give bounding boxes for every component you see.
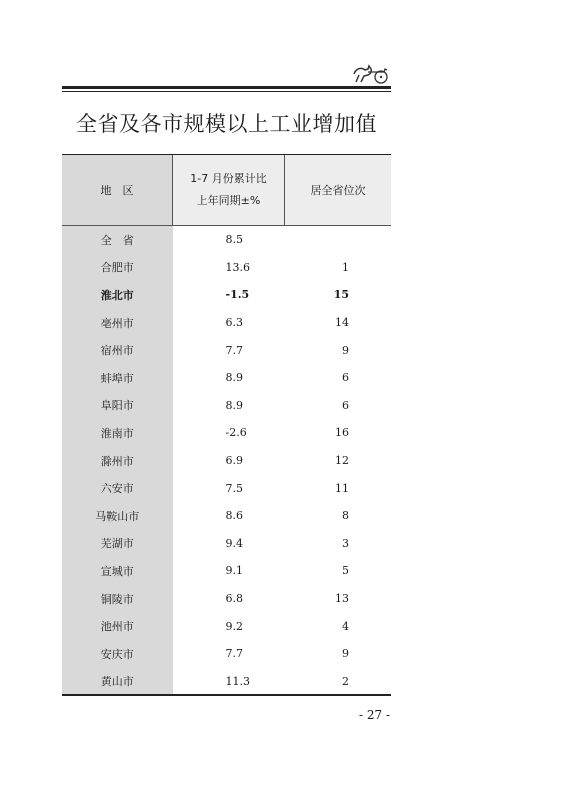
- cell-rank: 14: [335, 316, 349, 330]
- cell-growth: 11.3: [225, 674, 250, 688]
- cell-growth: 7.7: [225, 647, 243, 661]
- cell-rank: 13: [335, 592, 349, 606]
- cell-growth: 6.8: [225, 592, 243, 606]
- cell-region: 铜陵市: [62, 585, 173, 613]
- cell-growth: 13.6: [225, 260, 250, 274]
- cell-rank: 6: [342, 398, 349, 412]
- cell-region: 亳州市: [62, 309, 173, 337]
- cell-growth: 8.5: [225, 233, 243, 247]
- cell-region: 滁州市: [62, 447, 173, 475]
- cell-region: 合肥市: [62, 254, 173, 282]
- cell-growth: 6.3: [225, 316, 243, 330]
- cell-growth: 8.6: [225, 509, 243, 523]
- cell-region: 宣城市: [62, 557, 173, 585]
- cell-growth: 7.7: [225, 343, 243, 357]
- page-title: 全省及各市规模以上工业增加值: [76, 112, 377, 136]
- header-region: 地 区: [62, 155, 173, 226]
- table-header-row: [62, 155, 391, 226]
- table-row: [62, 585, 391, 613]
- table-row: [62, 612, 391, 640]
- cell-region: 阜阳市: [62, 392, 173, 420]
- header-growth-line1: 1-7 月份累计比: [190, 172, 267, 185]
- table-bottom-border: [62, 694, 391, 696]
- table-row: [62, 281, 391, 309]
- cell-growth: 9.4: [225, 536, 243, 550]
- cell-rank: 2: [342, 674, 349, 688]
- table-row: [62, 668, 391, 696]
- table-row: [62, 640, 391, 668]
- header-rank: 居全省位次: [285, 155, 392, 226]
- cell-region: 宿州市: [62, 336, 173, 364]
- cell-rank: 9: [342, 343, 349, 357]
- cell-rank: 9: [342, 647, 349, 661]
- cell-region: 全 省: [62, 226, 173, 254]
- cell-region: 淮南市: [62, 419, 173, 447]
- header-growth: [173, 155, 285, 226]
- table-row: [62, 419, 391, 447]
- table-row: [62, 557, 391, 585]
- cell-growth: 8.9: [225, 371, 243, 385]
- table-row: [62, 502, 391, 530]
- table-row: [62, 336, 391, 364]
- page-number: - 27 -: [358, 708, 390, 722]
- cell-region: 淮北市: [62, 281, 173, 309]
- cell-growth: 8.9: [225, 398, 243, 412]
- table-row: [62, 392, 391, 420]
- cell-rank: 6: [342, 371, 349, 385]
- header-rule-thin: [62, 91, 391, 92]
- cell-region: 马鞍山市: [62, 502, 173, 530]
- table-row: [62, 364, 391, 392]
- cell-rank: 3: [342, 536, 349, 550]
- cell-growth: 7.5: [225, 481, 243, 495]
- cell-region: 黄山市: [62, 668, 173, 696]
- header-growth-line2: 上年同期±%: [196, 194, 261, 207]
- table-body: [62, 226, 391, 695]
- table-row: [62, 226, 391, 254]
- cell-rank: 15: [333, 288, 349, 302]
- cell-region: 安庆市: [62, 640, 173, 668]
- header-rule: [62, 86, 391, 89]
- cell-rank: 1: [342, 260, 349, 274]
- industrial-value-table: [62, 155, 391, 695]
- horse-carriage-logo-icon: [350, 60, 392, 86]
- cell-region: 池州市: [62, 612, 173, 640]
- cell-growth: 6.9: [225, 454, 243, 468]
- cell-growth: -2.6: [225, 426, 247, 440]
- cell-growth: -1.5: [225, 288, 250, 302]
- cell-region: 芜湖市: [62, 530, 173, 558]
- cell-region: 蚌埠市: [62, 364, 173, 392]
- cell-rank: 4: [342, 619, 349, 633]
- cell-rank: 8: [342, 509, 349, 523]
- cell-rank: 16: [335, 426, 349, 440]
- table-row: [62, 254, 391, 282]
- table-row: [62, 530, 391, 558]
- cell-growth: 9.1: [225, 564, 243, 578]
- cell-rank: 12: [335, 454, 349, 468]
- cell-rank: 5: [342, 564, 349, 578]
- table-row: [62, 447, 391, 475]
- cell-rank: [285, 226, 392, 254]
- table-row: [62, 309, 391, 337]
- cell-rank: 11: [335, 481, 349, 495]
- cell-growth: 9.2: [225, 619, 243, 633]
- table-row: [62, 474, 391, 502]
- cell-region: 六安市: [62, 474, 173, 502]
